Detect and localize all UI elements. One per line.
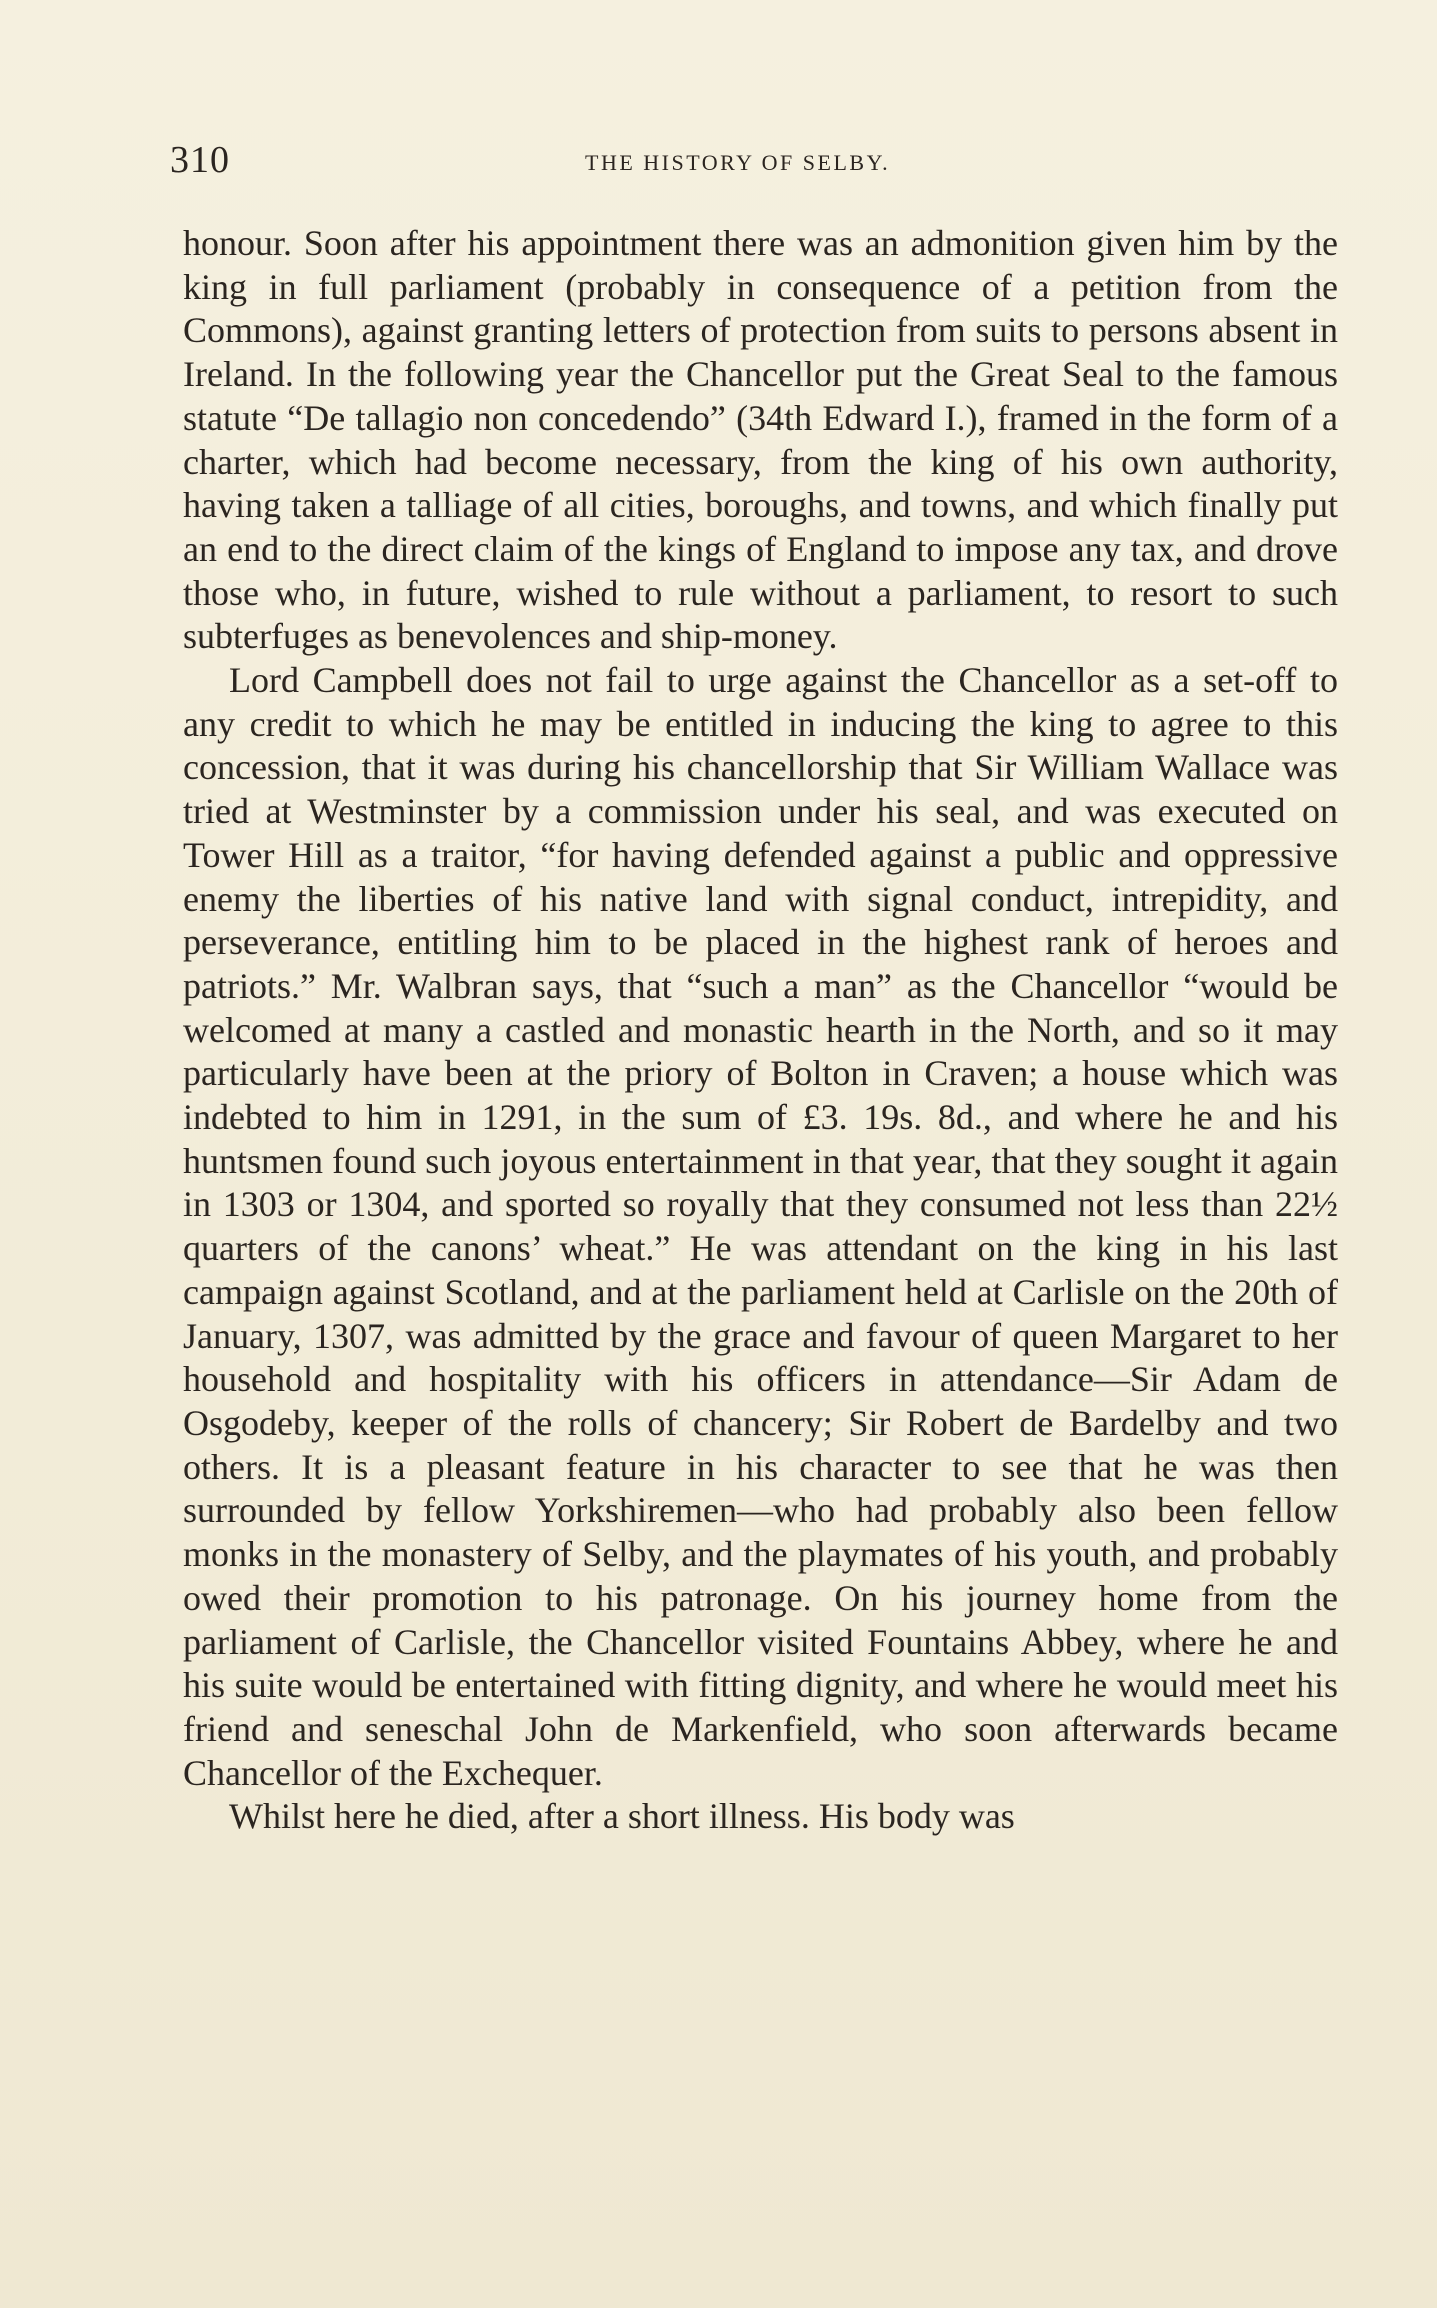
running-head: THE HISTORY OF SELBY. (585, 150, 891, 175)
page-number: 310 (170, 139, 230, 181)
paragraph-3: Whilst here he died, after a short illness. His body was (229, 1796, 1015, 1837)
paragraph-2: Lord Campbell does not fail to urge against the Chancellor as a set-off to any credit to which he may be entitled in inducing the king to agree to this concession, that it was during his chancellorship that Sir William Wallace was tried at Westminster by a commission under his seal, and was executed on Tower Hill as a traitor, “for having defended against a public and oppressive enemy the liberties of his native land with signal conduct, intrepidity, and perseverance, entitling him to be placed in the highest rank of heroes and patriots.” Mr. Walbran says, that “such a man” as the Chancellor “would be welcomed at many a castled and monastic hearth in the North, and so it may particularly have been at the priory of Bolton in Craven; a house which was indebted to him in 1291, in the sum of £3. 19s. 8d., and where he and his huntsmen found such joyous entertainment in that year, that they sought it again in 1303 or 1304, and sported so royally that they consumed not less than 22½ quarters of the canons’ wheat.” He was attendant on the king in his last campaign against Scotland, and at the parliament held at Carlisle on the 20th of January, 1307, was admitted by the grace and favour of queen Margaret to her household and hospitality with his officers in attendance—Sir Adam de Osgodeby, keeper of the rolls of chancery; Sir Robert de Bardelby and two others. It is a pleasant feature in his character to see that he was then surrounded by fellow Yorkshiremen—who had probably also been fellow monks in the monastery of Selby, and the playmates of his youth, and probably owed their promotion to his patronage. On his journey home from the parliament of Carlisle, the Chancellor visited Fountains Abbey, where he and his suite would be entertained with fitting dignity, and where he would meet his friend and seneschal John de Markenfield, who soon afterwards became Chancellor of the Exchequer. (183, 660, 1338, 1793)
paragraph-1: honour. Soon after his appointment there was an admonition given him by the king in full parliament (probably in consequence of a petition from the Commons), against granting letters of protection from suits to persons absent in Ireland. In the following year the Chancellor put the Great Seal to the famous statute “De tallagio non concedendo” (34th Edward I.), framed in the form of a charter, which had become necessary, from the king of his own authority, having taken a talliage of all cities, boroughs, and towns, and which finally put an end to the direct claim of the kings of England to impose any tax, and drove those who, in future, wished to rule without a parliament, to resort to such subterfuges as benevolences and ship-money. (183, 223, 1338, 657)
body-text (183, 222, 1338, 1839)
